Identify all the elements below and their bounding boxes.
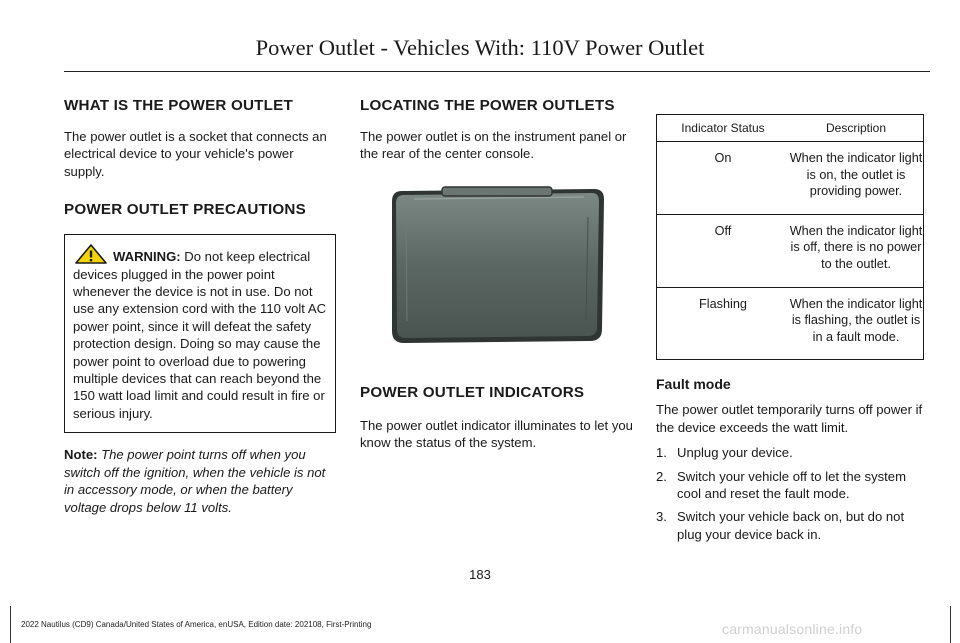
step-number: 3. bbox=[656, 509, 667, 525]
warning-label: WARNING: bbox=[113, 249, 181, 265]
column-middle bbox=[360, 96, 633, 452]
step-text: Switch your vehicle back on, but do not plug your device back in. bbox=[677, 509, 905, 542]
warning-paragraph bbox=[73, 244, 327, 422]
warning-box bbox=[64, 234, 336, 433]
table-row bbox=[657, 287, 924, 360]
watermark: carmanualsonline.info bbox=[722, 621, 863, 637]
list-item bbox=[656, 508, 930, 543]
status-cell: Off bbox=[657, 214, 790, 287]
list-item bbox=[656, 444, 930, 461]
page-number: 183 bbox=[469, 567, 491, 582]
description-cell: When the indicator light is off, there is no power to the outlet. bbox=[789, 214, 924, 287]
step-number: 2. bbox=[656, 468, 667, 484]
table-header-row bbox=[657, 115, 924, 142]
para-what-is: The power outlet is a socket that connects an electrical device to your vehicle's power supply. bbox=[64, 129, 327, 179]
column-left bbox=[64, 96, 336, 516]
description-cell: When the indicator light is on, the outlet is providing power. bbox=[789, 142, 924, 215]
table-row bbox=[657, 142, 924, 215]
step-number: 1. bbox=[656, 445, 667, 461]
heading-fault-mode: Fault mode bbox=[656, 376, 731, 393]
column-right bbox=[656, 114, 930, 549]
indicator-table bbox=[656, 114, 924, 360]
para-indicators: The power outlet indicator illuminates to let you know the status of the system. bbox=[360, 417, 633, 451]
note-label: Note: bbox=[64, 447, 98, 463]
para-locating: The power outlet is on the instrument panel or the rear of the center console. bbox=[360, 129, 627, 162]
crop-mark-left bbox=[10, 606, 11, 643]
heading-what-is: WHAT IS THE POWER OUTLET bbox=[64, 97, 293, 114]
note-text: The power point turns off when you switch off the ignition, when the vehicle is not in accessory mode, or when the battery voltage drops below 11 volts. bbox=[64, 447, 326, 515]
power-outlet-cover-illustration bbox=[384, 181, 610, 349]
page-title: Power Outlet - Vehicles With: 110V Power Outlet bbox=[255, 35, 705, 60]
header-indicator-status: Indicator Status bbox=[657, 115, 790, 142]
warning-triangle-icon bbox=[75, 244, 107, 264]
list-item bbox=[656, 468, 930, 503]
heading-precautions: POWER OUTLET PRECAUTIONS bbox=[64, 201, 306, 219]
status-cell: On bbox=[657, 142, 790, 215]
heading-indicators: POWER OUTLET INDICATORS bbox=[360, 383, 585, 401]
heading-locating: LOCATING THE POWER OUTLETS bbox=[360, 97, 615, 114]
note bbox=[64, 446, 336, 516]
table-row bbox=[657, 214, 924, 287]
warning-text: Do not keep electrical devices plugged in the power point whenever the device is not in use. Do not use any extension cord with the 110 volt AC power point, since it will defeat the safety protection design. Doing so may cause the power point to overload due to powering multiple devices that can reach beyond the 150 watt load limit and could result in fire or serious injury. bbox=[73, 249, 327, 421]
crop-mark-right bbox=[950, 606, 951, 643]
description-cell: When the indicator light is flashing, the outlet is in a fault mode. bbox=[789, 287, 924, 360]
edition-footer: 2022 Nautilus (CD9) Canada/United States of America, enUSA, Edition date: 202108, First-Printing bbox=[21, 620, 372, 629]
title-rule bbox=[64, 71, 930, 72]
fault-steps-list bbox=[656, 444, 930, 543]
step-text: Unplug your device. bbox=[677, 445, 793, 461]
step-text: Switch your vehicle off to let the system cool and reset the fault mode. bbox=[677, 468, 906, 501]
status-cell: Flashing bbox=[657, 287, 790, 360]
para-fault-mode: The power outlet temporarily turns off power if the device exceeds the watt limit. bbox=[656, 402, 923, 435]
header-description: Description bbox=[789, 115, 924, 142]
